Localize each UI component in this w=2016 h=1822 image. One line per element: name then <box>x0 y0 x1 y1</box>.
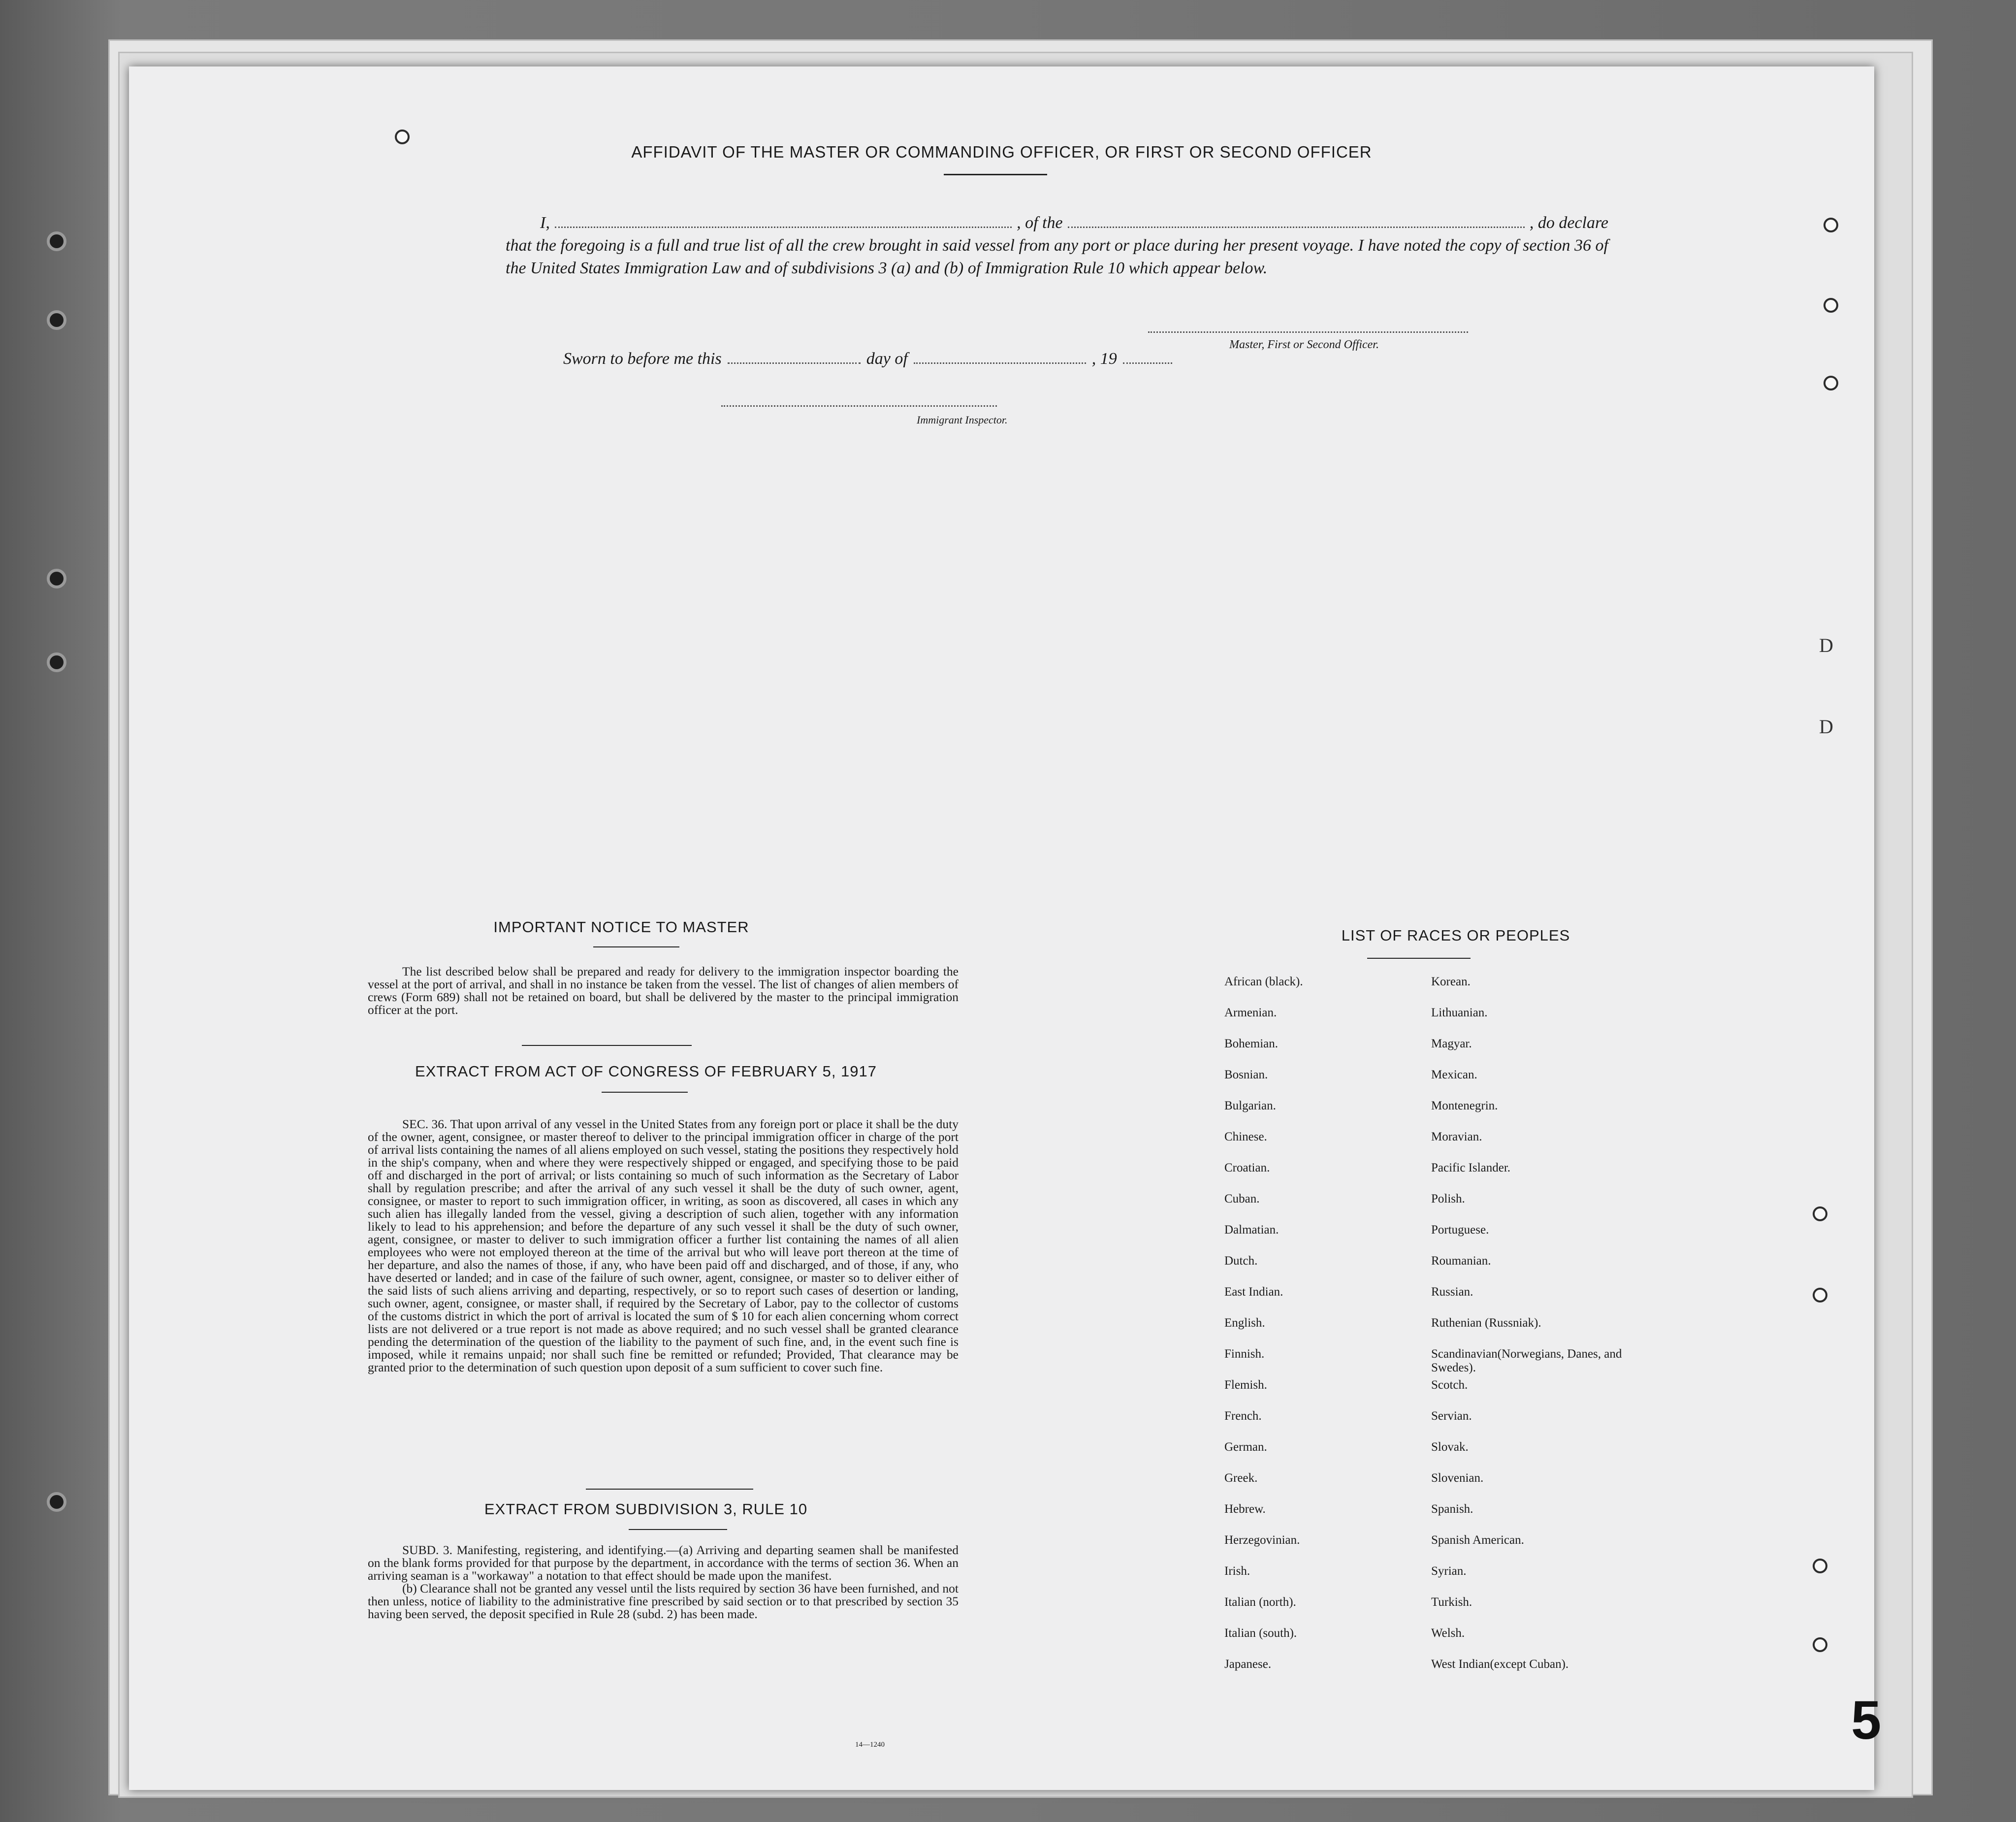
binder-hole <box>47 231 66 251</box>
notice-paragraph: The list described below shall be prepared and ready for delivery to the immigration inspector boarding the vessel at the port of arrival, and shall in no instance be taken from the vessel. The list of changes of alien members of crews (Form 689) shall not be retained on board, but shall be delivered by the master to the principal immigration officer at the port. <box>368 964 959 1017</box>
race-item: Servian. <box>1431 1409 1472 1423</box>
sworn-prefix: Sworn to before me this <box>563 350 722 368</box>
binder-hole <box>47 310 66 330</box>
race-item: Syrian. <box>1431 1564 1467 1578</box>
act-paragraph: SEC. 36. That upon arrival of any vessel in the United States from any foreign port or place it shall be the duty of the owner, agent, consignee, or master thereof to deliver to the principal immigration officer in charge of the port of arrival lists containing the names of all aliens employed on such vessel, stating the positions they respectively hold in the ship's company, when and where they were respectively shipped or engaged, and specifying those to be paid off and discharged in the port of arrival; or lists containing so much of such information as the Secretary of Labor shall by regulation prescribe; and after the arrival of any such vessel it shall be the duty of such owner, agent, consignee, or master to report to such immigration officer, in writing, as soon as discovered, all cases in which any such alien has illegally landed from the vessel, giving a description of such alien, together with any information likely to lead to his apprehension; and before the departure of any such vessel it shall be the duty of such owner, agent, consignee, or master to deliver to such immigration officer a further list containing the names of all alien employees who were not employed thereon at the time of the arrival but who will leave port thereon at the time of her departure, and also the names of those, if any, who have been paid off and discharged, and of those, if any, who have deserted or landed; and in case of the failure of such owner, agent, consignee, or master so to deliver either of the said lists of such aliens arriving and departing, respectively, or so to report such cases of desertion or landing, such owner, agent, consignee, or master shall, if required by the Secretary of Labor, pay to the collector of customs of the customs district in which the port of arrival is located the sum of $ 10 for each alien concerning whom correct lists are not delivered or a true report is not made as above required; and no such vessel shall be granted clearance pending the determination of the question of the liability to the payment of such fine, and, in the event such fine is imposed, while it remains unpaid; nor shall such fine be remitted or refunded; Provided, That clearance may be granted prior to the determination of such question upon deposit of a sum sufficient to cover such fine. <box>368 1117 959 1374</box>
declaration-do-declare: , do declare <box>1529 214 1609 232</box>
name-blank <box>555 214 1012 228</box>
race-item: Slovak. <box>1431 1440 1469 1454</box>
declaration-first-line <box>506 212 1608 234</box>
sworn-day-blank <box>728 351 861 364</box>
race-item: Japanese. <box>1224 1658 1272 1671</box>
notice-text <box>368 965 959 1016</box>
race-item: Montenegrin. <box>1431 1099 1498 1112</box>
rule-extract-text <box>368 1544 959 1621</box>
race-item: Spanish. <box>1431 1502 1473 1516</box>
race-item: Bosnian. <box>1224 1068 1268 1081</box>
binder-hole <box>47 1492 66 1512</box>
sworn-month-blank <box>914 351 1086 364</box>
race-item: Welsh. <box>1431 1627 1465 1640</box>
race-item: Italian (north). <box>1224 1595 1296 1609</box>
race-item: Portuguese. <box>1431 1223 1489 1236</box>
race-item: Hebrew. <box>1224 1502 1266 1516</box>
race-item: Moravian. <box>1431 1130 1482 1143</box>
race-item: Turkish. <box>1431 1595 1472 1609</box>
section-divider <box>586 1489 753 1490</box>
races-list-left <box>1224 975 1421 1689</box>
punch-hole <box>1824 298 1838 313</box>
race-item: West Indian(except Cuban). <box>1431 1658 1569 1671</box>
race-item: Spanish American. <box>1431 1533 1524 1547</box>
race-item: Dalmatian. <box>1224 1223 1279 1236</box>
race-item: Russian. <box>1431 1285 1473 1299</box>
declaration-of-the: , of the <box>1017 214 1063 232</box>
race-item: Scandinavian(Norwegians, Danes, and Swedes). <box>1431 1347 1622 1374</box>
rule-paragraph-b: (b) Clearance shall not be granted any vessel until the lists required by section 36 have been furnished, and not then unless, notice of liability to the administrative fine prescribed by said section or to that prescribed by section 35 having been served, the deposit specified in Rule 28 (subd. 2) has been made. <box>368 1581 959 1621</box>
race-item: French. <box>1224 1409 1262 1423</box>
races-heading: LIST OF RACES OR PEOPLES <box>1341 927 1570 944</box>
sworn-day-label: day of <box>866 350 908 368</box>
punch-hole <box>1813 1206 1827 1221</box>
act-extract-text <box>368 1118 959 1374</box>
race-item: African (black). <box>1224 975 1303 988</box>
races-list-right <box>1431 975 1623 1689</box>
race-item: Cuban. <box>1224 1192 1260 1205</box>
declaration-i: I, <box>540 214 550 232</box>
race-item: Magyar. <box>1431 1037 1472 1050</box>
rule-heading-rule <box>629 1529 727 1530</box>
race-item: Chinese. <box>1224 1130 1267 1143</box>
signature-label: Master, First or Second Officer. <box>1229 338 1379 351</box>
race-item: Armenian. <box>1224 1006 1277 1019</box>
declaration <box>506 212 1608 280</box>
race-item: Pacific Islander. <box>1431 1161 1511 1174</box>
race-item: East Indian. <box>1224 1285 1283 1299</box>
punch-hole <box>1824 376 1838 390</box>
race-item: Finnish. <box>1224 1347 1265 1361</box>
punch-hole <box>1813 1559 1827 1573</box>
signature-line <box>1148 331 1468 333</box>
affidavit-page <box>129 66 1874 1790</box>
race-item: Dutch. <box>1224 1254 1258 1268</box>
form-number: 14—1240 <box>855 1741 885 1749</box>
section-divider <box>522 1045 692 1046</box>
races-heading-rule <box>1367 958 1471 959</box>
race-item: Bohemian. <box>1224 1037 1279 1050</box>
sworn-line <box>563 350 1312 368</box>
race-item: Bulgarian. <box>1224 1099 1276 1112</box>
punch-hole <box>395 130 410 144</box>
punch-hole <box>1813 1637 1827 1652</box>
notice-heading: IMPORTANT NOTICE TO MASTER <box>493 918 749 936</box>
race-item: Croatian. <box>1224 1161 1270 1174</box>
sworn-year-blank <box>1123 351 1172 364</box>
tab-letter: D <box>1819 716 1833 738</box>
sworn-year-label: , 19 <box>1091 350 1117 368</box>
race-item: Greek. <box>1224 1471 1258 1485</box>
rule-paragraph-a: SUBD. 3. Manifesting, registering, and identifying.—(a) Arriving and departing seamen shall be manifested on the blank forms provided for that purpose by the department, in accordance with the terms of section 36. When an arriving seaman is a "workaway" a notation to that effect should be made upon the manifest. <box>368 1543 959 1583</box>
race-item: Herzegovinian. <box>1224 1533 1300 1547</box>
affidavit-title: AFFIDAVIT OF THE MASTER OR COMMANDING OFFICER, OR FIRST OR SECOND OFFICER <box>631 143 1372 161</box>
race-item: Ruthenian (Russniak). <box>1431 1316 1541 1330</box>
binder-hole <box>47 569 66 588</box>
race-item: Lithuanian. <box>1431 1006 1488 1019</box>
race-item: German. <box>1224 1440 1267 1454</box>
inspector-label: Immigrant Inspector. <box>917 414 1008 426</box>
vessel-blank <box>1068 214 1525 228</box>
notice-heading-rule <box>593 946 679 947</box>
race-item: Korean. <box>1431 975 1471 988</box>
declaration-body: that the foregoing is a full and true list of all the crew brought in said vessel from any port or place during her present voyage. I have noted the copy of section 36 of the United States Immigration Law and of subdivisions 3 (a) and (b) of Immigration Rule 10 which appear below. <box>506 236 1608 277</box>
title-underline <box>944 174 1047 175</box>
race-item: Irish. <box>1224 1564 1250 1578</box>
page-corner-number: 5 <box>1851 1690 1882 1751</box>
inspector-signature-line <box>721 405 997 407</box>
punch-hole <box>1813 1288 1827 1302</box>
race-item: Polish. <box>1431 1192 1465 1205</box>
race-item: Italian (south). <box>1224 1627 1297 1640</box>
race-item: Scotch. <box>1431 1378 1468 1392</box>
tab-letter: D <box>1819 634 1833 656</box>
race-item: English. <box>1224 1316 1265 1330</box>
race-item: Slovenian. <box>1431 1471 1484 1485</box>
punch-hole <box>1824 218 1838 232</box>
rule-extract-heading: EXTRACT FROM SUBDIVISION 3, RULE 10 <box>484 1500 808 1518</box>
act-extract-heading: EXTRACT FROM ACT OF CONGRESS OF FEBRUARY 5, 1917 <box>415 1063 877 1080</box>
race-item: Roumanian. <box>1431 1254 1491 1268</box>
race-item: Mexican. <box>1431 1068 1477 1081</box>
race-item: Flemish. <box>1224 1378 1267 1392</box>
binder-hole <box>47 652 66 672</box>
act-heading-rule <box>602 1092 688 1093</box>
